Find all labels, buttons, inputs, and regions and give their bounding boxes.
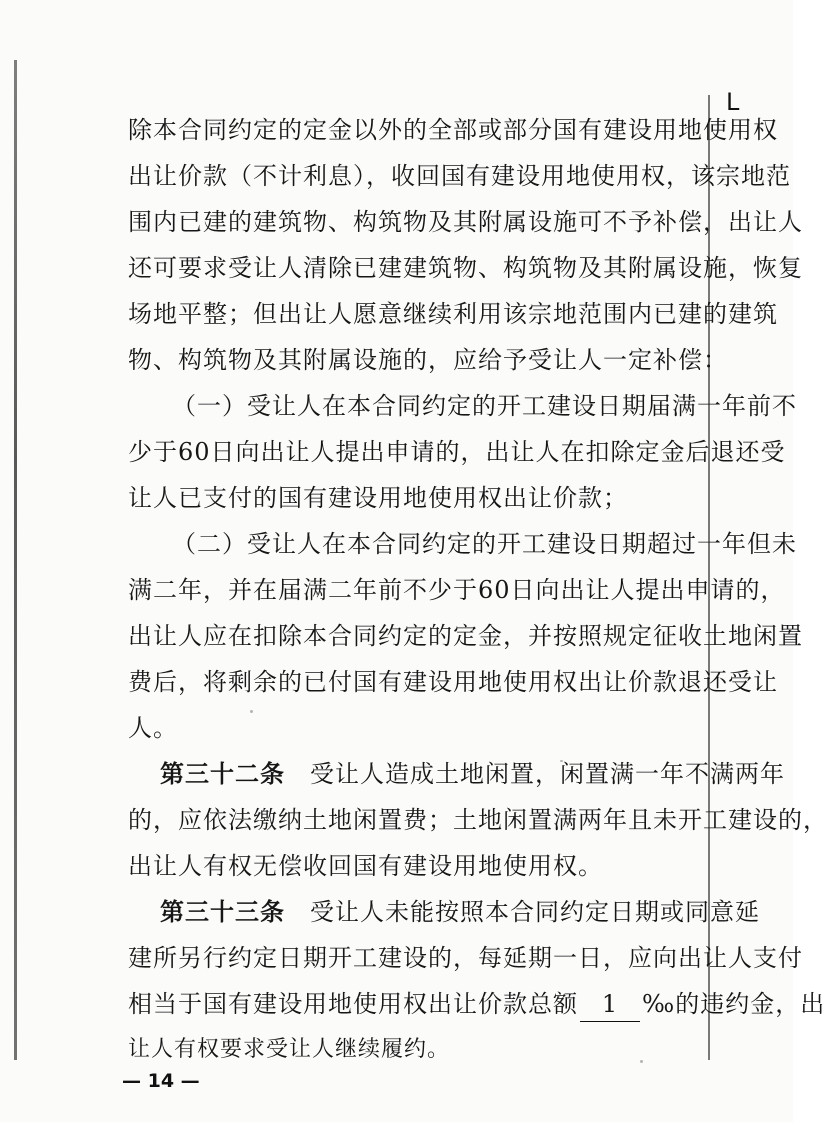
item-2-line-5: 人。 [128,714,178,742]
body-line-5: 场地平整；但出让人愿意继续利用该宗地范围内已建的建筑 [128,300,778,328]
article-33-line-1 [160,895,760,929]
item-2-line-2: 满二年，并在届满二年前不少于60日向出让人提出申请的， [128,576,786,604]
article-32-text-1: 受让人造成土地闲置，闲置满一年不满两年 [310,760,785,788]
article-32-line-1 [160,757,785,791]
corner-mark: L [726,88,740,116]
scan-speck [640,1060,643,1063]
item-1-line-2: 少于60日向出让人提出申请的，出让人在扣除定金后退还受 [128,438,786,466]
item-2-line-3: 出让人应在扣除本合同约定的定金，并按照规定征收土地闲置 [128,622,803,650]
article-33-line-4: 让人有权要求受让人继续履约。 [128,1037,451,1062]
article-33-text-1: 受让人未能按照本合同约定日期或同意延 [310,898,760,926]
scan-speck [420,690,422,692]
scan-speck [250,710,253,713]
article-32-line-3: 出让人有权无偿收回国有建设用地使用权。 [128,852,603,880]
article-32-title: 第三十二条 [160,759,285,788]
scan-speck [300,1000,302,1002]
article-33-text-3: 相当于国有建设用地使用权出让价款总额 [128,990,578,1018]
item-1-line-3: 让人已支付的国有建设用地使用权出让价款； [128,484,628,512]
body-line-2: 出让价款（不计利息），收回国有建设用地使用权，该宗地范 [128,162,791,190]
rate-blank: 1 [580,987,640,1022]
article-32-line-2: 的，应依法缴纳土地闲置费；土地闲置满两年且未开工建设的， [128,806,828,834]
article-33-line-3 [128,987,825,1022]
body-line-4: 还可要求受让人清除已建建筑物、构筑物及其附属设施，恢复 [128,254,803,282]
body-line-6: 物、构筑物及其附属设施的，应给予受让人一定补偿： [128,346,728,374]
page-number: — 14 — [122,1070,200,1092]
scan-edge-left [14,60,17,1060]
article-33-text-3-after: ‰的违约金，出 [642,990,826,1018]
article-33-line-2: 建所另行约定日期开工建设的，每延期一日，应向出让人支付 [128,944,803,972]
body-line-3: 围内已建的建筑物、构筑物及其附属设施可不予补偿，出让人 [128,208,803,236]
article-33-title: 第三十三条 [160,897,285,926]
item-1-line-1: （一）受让人在本合同约定的开工建设日期届满一年前不 [172,392,797,420]
item-2-line-4: 费后，将剩余的已付国有建设用地使用权出让价款退还受让 [128,668,778,696]
item-2-line-1: （二）受让人在本合同约定的开工建设日期超过一年但未 [172,530,797,558]
body-line-1: 除本合同约定的定金以外的全部或部分国有建设用地使用权 [128,116,778,144]
scan-speck [560,760,563,762]
